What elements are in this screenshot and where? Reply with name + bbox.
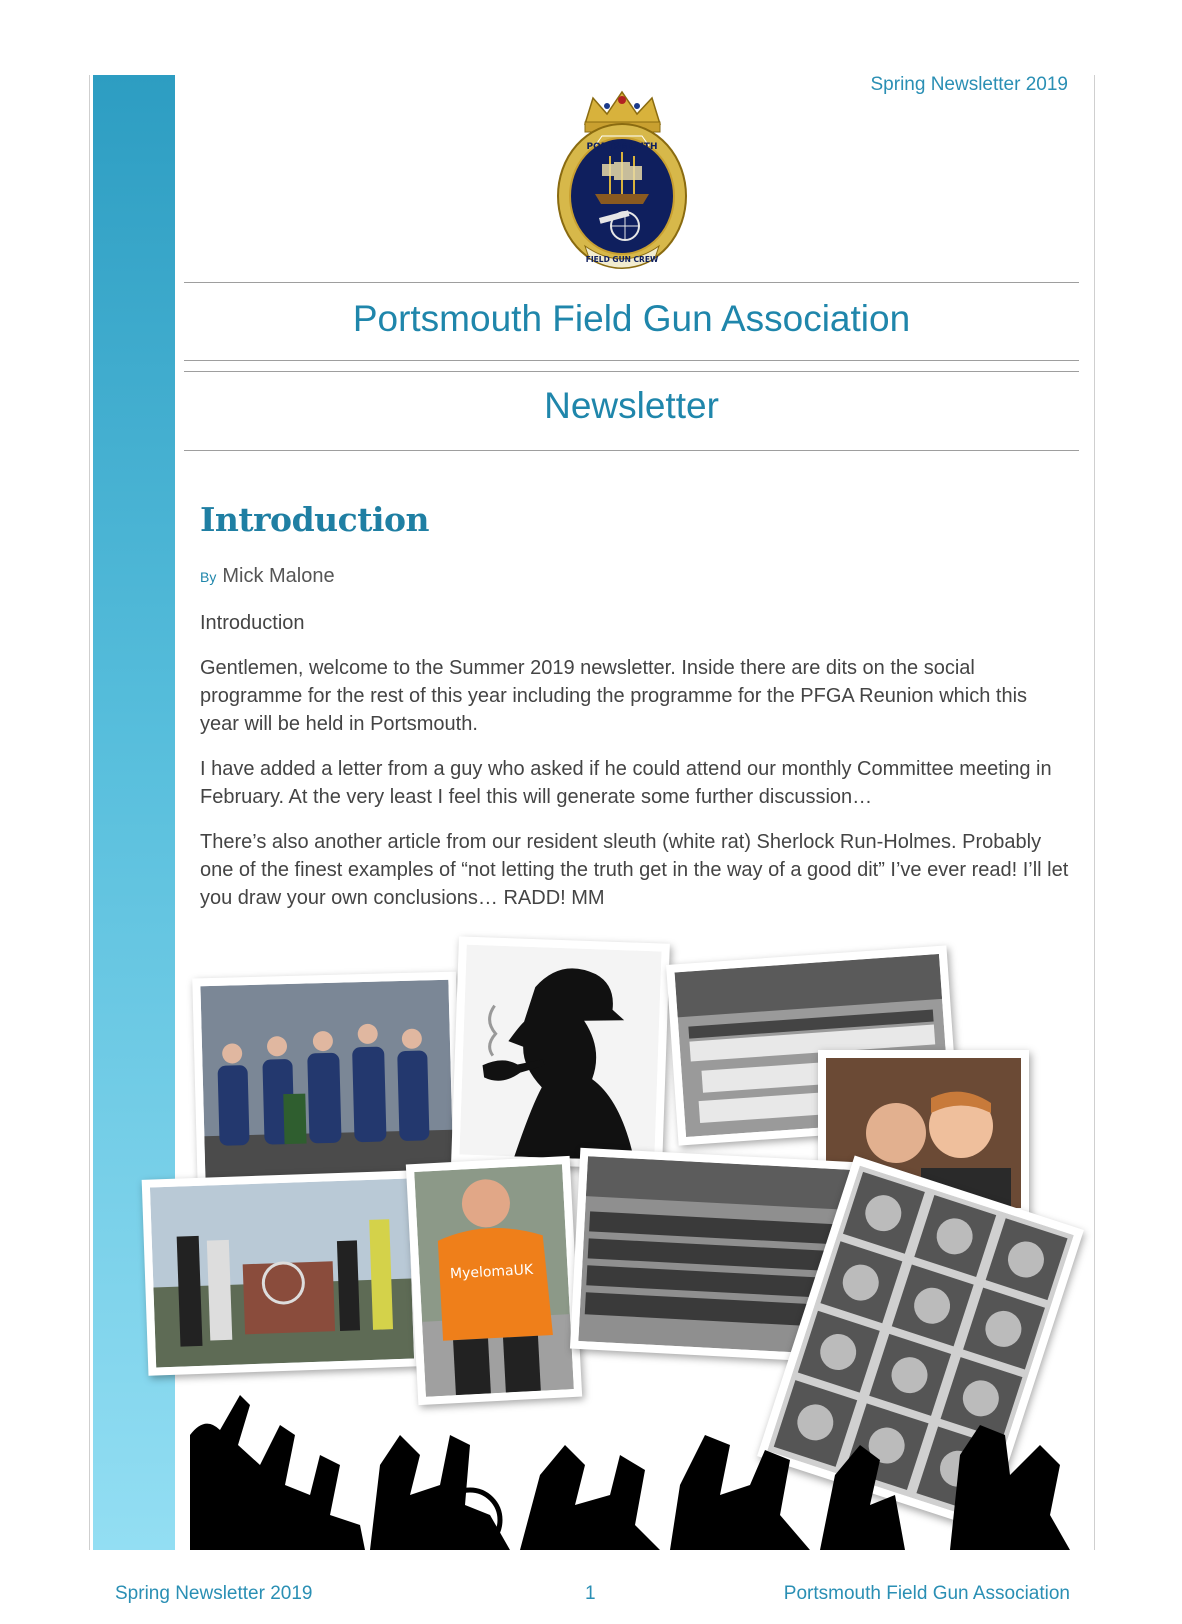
- page-frame-left: [89, 75, 90, 1550]
- newsletter-title: Newsletter: [544, 385, 719, 426]
- divider-bottom: [184, 450, 1079, 451]
- divider-top: [184, 282, 1079, 283]
- paragraph: Gentlemen, welcome to the Summer 2019 newsletter. Inside there are dits on the social programme for the rest of this year including the programme for the PFGA Reunion which this year will be held in Portsmouth.: [200, 657, 1028, 735]
- crest-top-text: PORTSMOUTH: [586, 142, 658, 152]
- sherlock-photo: [451, 936, 670, 1169]
- association-title: Portsmouth Field Gun Association: [352, 298, 911, 339]
- memorial-group-image: [150, 1179, 414, 1368]
- byline: [200, 565, 335, 588]
- silhouette-frieze: [190, 1375, 1085, 1550]
- photo-collage: [150, 955, 1090, 1550]
- crest-bottom-text: FIELD GUN CREW: [585, 255, 659, 264]
- sherlock-silhouette-image: [459, 945, 661, 1162]
- memorial-group-photo: [142, 1170, 423, 1375]
- author-name: Mick Malone: [222, 565, 335, 587]
- section-heading: Introduction: [200, 500, 430, 539]
- page-frame-right: [1094, 75, 1095, 1550]
- running-header: Spring Newsletter 2019: [870, 74, 1068, 95]
- article-body: [200, 609, 1070, 929]
- footer-left: Spring Newsletter 2019: [115, 1583, 313, 1604]
- paragraph: Introduction: [200, 612, 305, 634]
- page-number: 1: [585, 1583, 596, 1604]
- shirt-text: MyelomaUK: [449, 1261, 534, 1283]
- by-label: By: [200, 569, 217, 585]
- divider-middle-2: [184, 371, 1079, 372]
- crew-group-photo: [192, 972, 462, 1195]
- crest-logo: [555, 86, 690, 274]
- divider-middle-1: [184, 360, 1079, 361]
- footer-right: Portsmouth Field Gun Association: [783, 1583, 1070, 1604]
- paragraph: I have added a letter from a guy who asked if he could attend our monthly Committee meeting in February. At the very least I feel this will generate some further discussion…: [200, 758, 1052, 808]
- orange-shirt-image: [414, 1164, 574, 1396]
- orange-shirt-man-photo: [406, 1156, 582, 1405]
- crew-group-image: [200, 980, 453, 1186]
- paragraph: There’s also another article from our resident sleuth (white rat) Sherlock Run-Holmes. Probably one of the finest examples of “not letting the truth get in the way of a good dit” I’ve ever read! I’ll let you draw your own conclusions… RADD! MM: [200, 831, 1069, 909]
